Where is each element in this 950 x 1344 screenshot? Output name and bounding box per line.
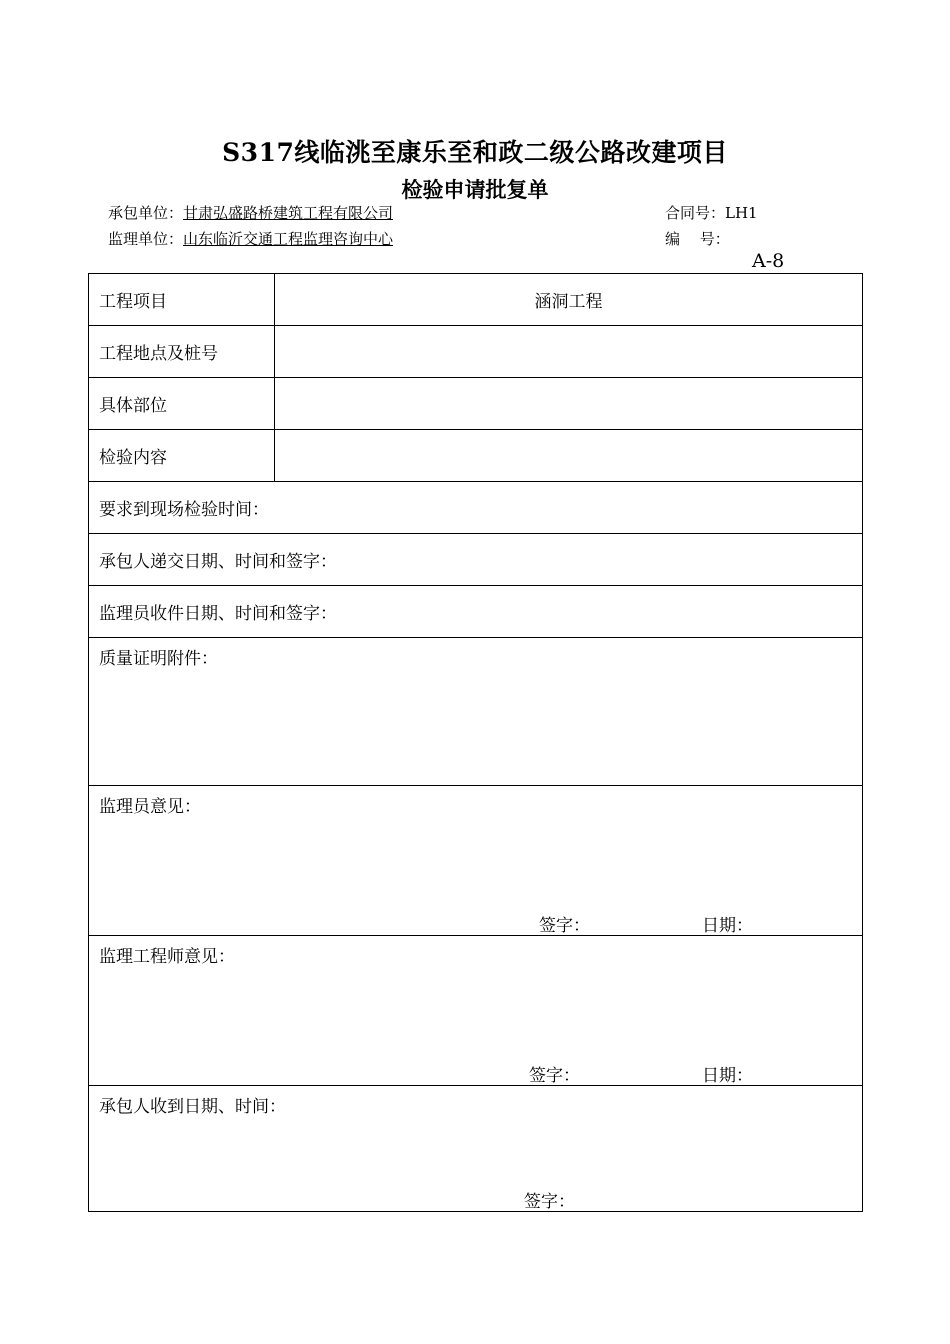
part-label: 具体部位 — [89, 378, 275, 430]
contractor-receipt-field[interactable] — [89, 1086, 863, 1212]
inspector-opinion-label: 监理员意见： — [99, 797, 201, 817]
engineer-date-label: 日期： — [702, 1066, 753, 1086]
receive-field[interactable]: 监理员收件日期、时间和签字： — [89, 586, 863, 638]
document-title: S317线临洮至康乐至和政二级公路改建项目 — [222, 138, 728, 167]
supervisor-line — [108, 228, 393, 249]
part-value[interactable] — [275, 378, 863, 430]
supervisor-label: 监理单位： — [108, 230, 184, 248]
table-row — [89, 534, 863, 586]
inspector-signature-label: 签字： — [539, 916, 590, 936]
content-value[interactable] — [275, 430, 863, 482]
table-row — [89, 586, 863, 638]
contractor-line — [108, 202, 393, 223]
contractor-label: 承包单位： — [108, 204, 184, 222]
required-time-field[interactable]: 要求到现场检验时间： — [89, 482, 863, 534]
project-value[interactable]: 涵洞工程 — [275, 274, 863, 326]
attachments-field[interactable] — [89, 638, 863, 786]
table-row — [89, 1086, 863, 1212]
submit-field[interactable]: 承包人递交日期、时间和签字： — [89, 534, 863, 586]
table-row — [89, 482, 863, 534]
attachments-label: 质量证明附件： — [99, 649, 218, 669]
serial-no-label: 编 号： — [665, 230, 730, 248]
serial-no-line — [665, 228, 730, 249]
inspector-date-label: 日期： — [702, 916, 753, 936]
table-row — [89, 936, 863, 1086]
project-label: 工程项目 — [89, 274, 275, 326]
table-row — [89, 786, 863, 936]
inspector-opinion-field[interactable] — [89, 786, 863, 936]
contract-no-value: LH1 — [725, 204, 758, 222]
location-value[interactable] — [275, 326, 863, 378]
document-subtitle: 检验申请批复单 — [401, 177, 549, 202]
contractor-receipt-label: 承包人收到日期、时间： — [99, 1097, 286, 1117]
inspection-form-table — [88, 273, 863, 1212]
content-label: 检验内容 — [89, 430, 275, 482]
form-code: A-8 — [752, 250, 785, 272]
location-label: 工程地点及桩号 — [89, 326, 275, 378]
table-row — [89, 326, 863, 378]
table-row — [89, 638, 863, 786]
contract-no-line — [665, 202, 758, 223]
contract-no-label: 合同号： — [665, 204, 726, 222]
contractor-value: 甘肃弘盛路桥建筑工程有限公司 — [183, 204, 394, 222]
contractor-receipt-signature-label: 签字： — [524, 1192, 575, 1212]
table-row — [89, 274, 863, 326]
engineer-signature-label: 签字： — [529, 1066, 580, 1086]
supervisor-value: 山东临沂交通工程监理咨询中心 — [183, 230, 394, 248]
engineer-opinion-field[interactable] — [89, 936, 863, 1086]
table-row — [89, 378, 863, 430]
table-row — [89, 430, 863, 482]
engineer-opinion-label: 监理工程师意见： — [99, 947, 235, 967]
